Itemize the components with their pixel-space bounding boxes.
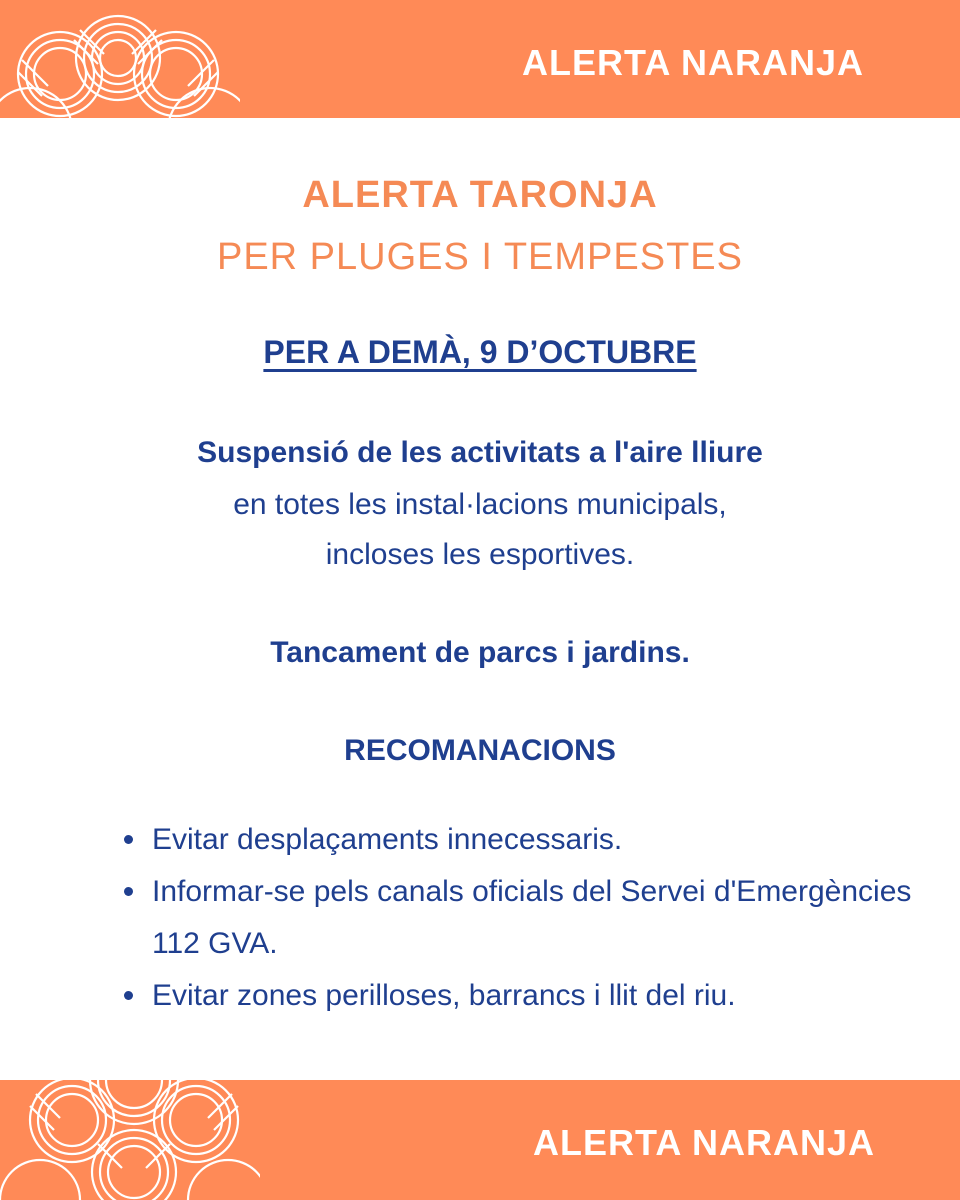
alert-title: ALERTA TARONJA — [302, 174, 658, 216]
recommendations-title: RECOMANACIONS — [344, 734, 616, 767]
recommendation-text: Informar-se pels canals oficials del Servei d'Emergències 112 GVA. — [152, 875, 912, 960]
recommendation-item — [124, 814, 912, 866]
bullet-icon — [124, 991, 133, 1000]
header-band — [0, 0, 960, 118]
footer-title: ALERTA NARANJA — [533, 1122, 875, 1163]
suspension-line-1: en totes les instal·lacions municipals, — [233, 488, 727, 521]
arc-fan-ornament-icon — [0, 0, 240, 118]
bullet-icon — [124, 887, 133, 896]
recommendation-text: Evitar zones perilloses, barrancs i llit del riu. — [152, 979, 736, 1012]
suspension-line-2: incloses les esportives. — [325, 538, 635, 571]
closure-notice: Tancament de parcs i jardins. — [270, 636, 690, 669]
arc-fan-ornament-icon — [0, 1080, 260, 1200]
recommendation-item — [124, 866, 912, 970]
alert-subtitle: PER PLUGES I TEMPESTES — [216, 236, 743, 278]
bullet-icon — [124, 835, 133, 844]
main-content — [0, 118, 960, 1080]
recommendations-list — [124, 814, 912, 1022]
footer-band — [0, 1080, 960, 1200]
alert-date: PER A DEMÀ, 9 D’OCTUBRE — [263, 334, 697, 370]
header-title: ALERTA NARANJA — [522, 42, 864, 83]
recommendation-item — [124, 970, 912, 1022]
suspension-heading: Suspensió de les activitats a l'aire lliure — [197, 436, 763, 469]
recommendation-text: Evitar desplaçaments innecessaris. — [152, 823, 623, 856]
